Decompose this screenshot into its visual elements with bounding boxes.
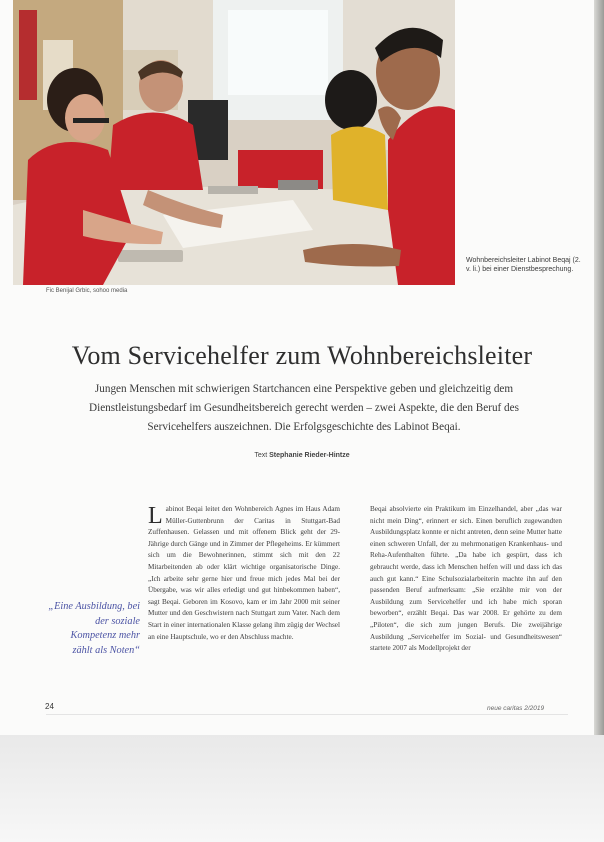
body-column-2: Beqai absolvierte ein Praktikum im Einzelhandel, aber „das war nicht mein Ding“, erinnert er sich. Einen beruflich zugewandten Ausbildungsplatz konnte er nicht antreten, denn seine Mutter hatte einen schweren Unfall, der zu mehrmonatigen Krankenhaus- und Reha-Aufenthalten führte. „Da habe ich gespürt, dass ich gebraucht werde, dass ich Menschen helfen will und dass ich das auch gut kann.“ Eine Schulsozialarbeiterin machte ihn auf den passenden Beruf aufmerksam: „Sie erzählte mir von der Ausbildung zum Servicehelfer und ich habe mich sporan beworben“, erzählt Beqai. Das war 2008. Er gehörte zu dem „Piloten“, die sich zum jungen Berufs. Die zweijährige Ausbildung „Servicehelfer im Sozial- und Gesundheitswesen“ startete 2007 als Modellprojekt der [370, 505, 562, 653]
page-number: 24 [45, 702, 54, 711]
article-lead: Jungen Menschen mit schwierigen Startchancen eine Perspektive geben und gleichzeitig dem Dienstleistungsbedarf im Gesundheitsbereich gerecht werden – zwei Aspekte, die den Beruf des Servicehelfers auszeichnen. Die Erfolgsgeschichte des Labinot Beqai. [89, 383, 519, 433]
byline-prefix: Text [254, 452, 268, 459]
photo-credit: Fic Benijal Grbic, sohoo media [46, 288, 128, 294]
body-column-1-text: abinot Beqai leitet den Wohnbereich Agnes im Haus Adam Müller-Guttenbrunn der Caritas in Stuttgart-Bad Zuffenhausen. Gelassen und mit offenem Blick geht der 29-Jährige durch Gänge und in Zimmer der Pflegeheims. Er kümmert sich um die Bewohnerinnen, stimmt sich mit den 22 Mitarbeitenden ab oder klärt wichtige organisatorische Dinge. „Ich arbeite sehr gerne hier und freue mich jedes Mal bei der Übergabe, was wir alles erledigt und gut hinbekommen haben“, sagt Beqai. Geboren im Kosovo, kam er im Jahr 2000 mit seiner Mutter und den Geschwistern nach Stuttgart zum Vater. Nach dem Start in einer internationalen Klasse gelang ihm zügig der Wechsel an eine Hauptschule, wo er den Abschluss machte. [148, 505, 340, 641]
article-photo [13, 0, 455, 285]
folio: neue caritas 2/2019 [487, 705, 545, 712]
pull-quote: „Eine Ausbildung, bei der soziale Kompetenz mehr zählt als Noten“ [48, 601, 140, 656]
body-column-1 [148, 504, 340, 643]
footer-rule [46, 714, 568, 715]
drop-cap: L [148, 503, 163, 529]
byline-author: Stephanie Rieder-Hintze [269, 452, 350, 459]
byline [0, 452, 604, 459]
page-edge-shadow [594, 0, 604, 735]
photo-illustration [13, 0, 455, 285]
scan-background [0, 735, 604, 842]
article-headline: Vom Servicehelfer zum Wohnbereichsleiter [71, 341, 533, 370]
photo-caption: Wohnbereichsleiter Labinot Beqaj (2. v. li.) bei einer Dienstbesprechung. [466, 257, 581, 273]
